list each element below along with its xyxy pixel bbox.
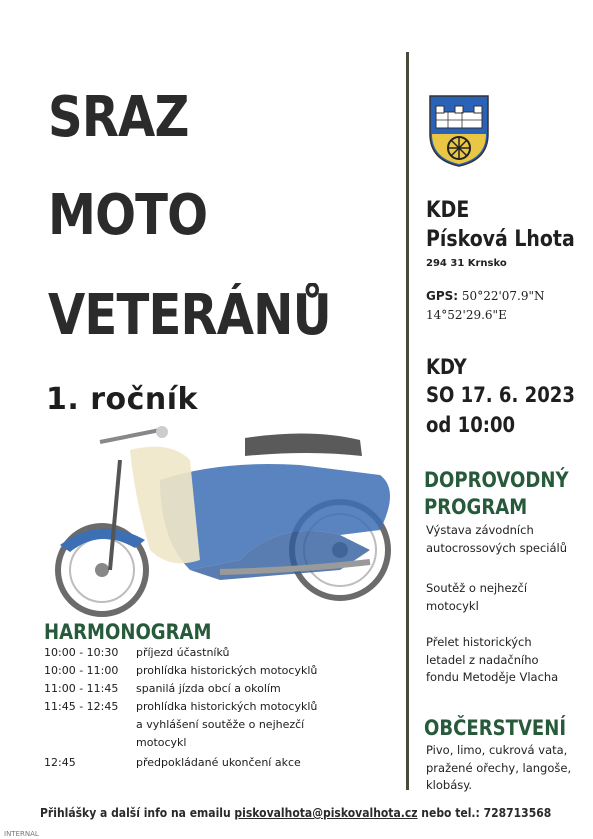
gps-label: GPS: <box>426 289 459 303</box>
program-item-line: Výstava závodních <box>426 523 534 537</box>
schedule-row <box>44 682 394 700</box>
program-item <box>426 522 567 557</box>
program-item-line: fondu Metoděje Vlacha <box>426 670 559 684</box>
schedule-row <box>44 700 394 718</box>
refreshments-line: pražené ořechy, langoše, <box>426 760 572 775</box>
schedule-desc: prohlídka historických motocyklů <box>136 664 318 677</box>
village-crest-icon <box>428 94 490 168</box>
gps-longitude: 14°52'29.6"E <box>426 308 507 322</box>
program-item-line: Soutěž o nejhezčí <box>426 581 528 595</box>
refreshments-heading: OBČERSTVENÍ <box>424 716 567 740</box>
title-line-1: SRAZ <box>48 85 189 150</box>
schedule-time: 11:45 - 12:45 <box>44 700 119 713</box>
schedule-time: 12:45 <box>44 756 76 769</box>
title-line-3: VETERÁNŮ <box>48 283 331 348</box>
refreshments-line: Pivo, limo, cukrová vata, <box>426 743 568 757</box>
footer-prefix: Přihlášky a další info na emailu <box>40 806 235 820</box>
contact-email-link[interactable]: piskovalhota@piskovalhota.cz <box>234 806 418 820</box>
when-heading: KDY <box>426 355 467 379</box>
program-heading-1: DOPROVODNÝ <box>424 468 569 492</box>
program-item <box>426 580 527 615</box>
schedule-row <box>44 718 394 736</box>
refreshments-text <box>426 742 571 795</box>
schedule-desc: předpokládané ukončení akce <box>136 756 301 769</box>
where-place: Písková Lhota <box>426 227 575 252</box>
program-item-line: motocykl <box>426 598 479 613</box>
schedule-time: 11:00 - 11:45 <box>44 682 119 695</box>
schedule-time: 10:00 - 10:30 <box>44 646 119 659</box>
program-item <box>426 634 558 687</box>
when-time: od 10:00 <box>426 413 516 437</box>
program-heading-2: PROGRAM <box>424 495 528 519</box>
vertical-divider <box>406 52 409 790</box>
motorcycle-illustration <box>40 420 405 620</box>
when-date: SO 17. 6. 2023 <box>426 383 575 407</box>
where-address: 294 31 Krnsko <box>426 258 507 269</box>
schedule-time: 10:00 - 11:00 <box>44 664 119 677</box>
schedule-table <box>44 646 394 776</box>
program-item-line: Přelet historických <box>426 635 532 649</box>
schedule-desc: prohlídka historických motocyklů <box>136 700 318 713</box>
title-line-2: MOTO <box>48 183 208 248</box>
schedule-desc: a vyhlášení soutěže o nejhezčí <box>136 718 305 731</box>
schedule-desc: příjezd účastníků <box>136 646 230 659</box>
footer-suffix: nebo tel.: 728713568 <box>417 806 552 820</box>
edition-label: 1. ročník <box>46 382 198 417</box>
schedule-row <box>44 736 394 754</box>
classification-label: INTERNAL <box>4 830 39 838</box>
refreshments-line: klobásy. <box>426 778 473 792</box>
gps-latitude: 50°22'07.9"N <box>461 289 545 303</box>
schedule-row <box>44 756 394 774</box>
schedule-desc: spanilá jízda obcí a okolím <box>136 682 281 695</box>
where-heading: KDE <box>426 198 470 223</box>
gps-line-1 <box>426 289 545 303</box>
schedule-desc: motocykl <box>136 736 187 749</box>
program-item-line: autocrossových speciálů <box>426 540 568 555</box>
footer-contact <box>40 806 551 820</box>
program-item-line: letadel z nadačního <box>426 652 539 667</box>
schedule-row <box>44 664 394 682</box>
schedule-heading: HARMONOGRAM <box>44 620 212 644</box>
schedule-row <box>44 646 394 664</box>
